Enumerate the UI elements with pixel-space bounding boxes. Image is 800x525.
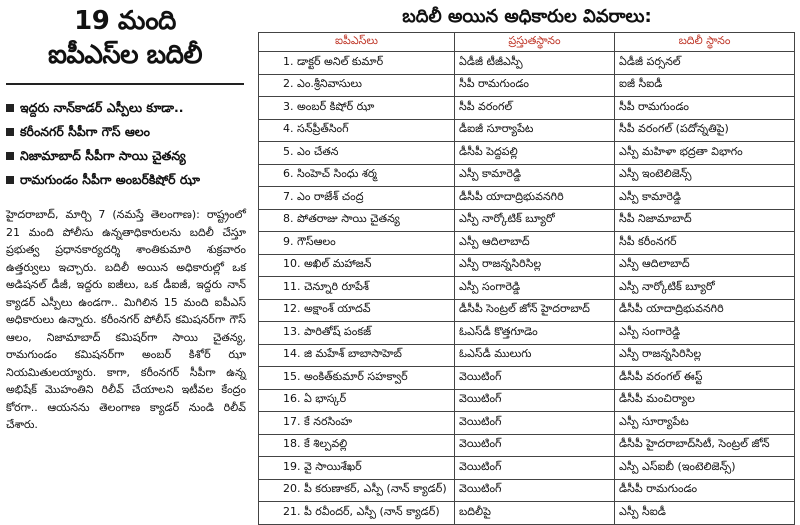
- highlight-item: కరీంనగర్ సీపీగా గౌస్ ఆలం: [4, 120, 248, 144]
- table-row: [259, 434, 795, 457]
- table-row: [259, 412, 795, 435]
- column-header-current-post: ప్రస్తుతస్థానం: [455, 33, 615, 52]
- new-post-cell: ఐజీ సీఐడీ: [615, 74, 795, 97]
- officer-name-cell: 15. అంకిత్‌కుమార్ సహక్వార్: [259, 367, 455, 390]
- new-post-cell: డీసీపీ యాదాద్రిభువనగిరి: [615, 299, 795, 322]
- current-post-cell: ఏడీజీ టీజీఎస్పీ: [455, 52, 615, 75]
- new-post-cell: సీపీ నిజామాబాద్: [615, 209, 795, 232]
- current-post-cell: బదిలీపై: [455, 502, 615, 525]
- headline-divider: [6, 83, 244, 85]
- headline-line-1: 19 మంది: [74, 6, 176, 36]
- table-row: [259, 164, 795, 187]
- officer-name-cell: 7. ఎం రాజేశ్ చంద్ర: [259, 187, 455, 210]
- officer-name-cell: 1. డాక్టర్ అనిల్ కుమార్: [259, 52, 455, 75]
- bullet-square-icon: [6, 152, 14, 160]
- new-post-cell: డీసీపీ వరంగల్ ఈస్ట్: [615, 367, 795, 390]
- current-post-cell: డీసీపీ యాదాద్రిభువనగిరి: [455, 187, 615, 210]
- current-post-cell: డీసీపీ సెంట్రల్ జోన్ హైదరాబాద్: [455, 299, 615, 322]
- new-post-cell: ఎస్పీ సంగారెడ్డి: [615, 322, 795, 345]
- table-row: [259, 502, 795, 525]
- current-post-cell: వెయిటింగ్: [455, 389, 615, 412]
- table-row: [259, 299, 795, 322]
- current-post-cell: ఓఎస్‌డీ కొత్తగూడెం: [455, 322, 615, 345]
- new-post-cell: డీసీపీ రామగుండం: [615, 479, 795, 502]
- table-title: బదిలీ అయిన అధికారుల వివరాలు:: [402, 6, 652, 27]
- table-row: [259, 277, 795, 300]
- bullet-square-icon: [6, 128, 14, 136]
- officer-name-cell: 16. ఏ భాస్కర్: [259, 389, 455, 412]
- officer-name-cell: 8. పోతరాజు సాయి చైతన్య: [259, 209, 455, 232]
- officer-name-cell: 6. సింహెచ్ సింధు శర్మ: [259, 164, 455, 187]
- table-row: [259, 457, 795, 480]
- current-post-cell: ఎస్పీ రాజన్నసిరిసిల్ల: [455, 254, 615, 277]
- table-row: [259, 209, 795, 232]
- table-row: [259, 119, 795, 142]
- current-post-cell: ఎస్పీ ఆదిలాబాద్: [455, 232, 615, 255]
- officer-name-cell: 19. వై సాయిశేఖర్: [259, 457, 455, 480]
- highlight-item: ఇద్దరు నాన్‌కాడర్ ఎస్పీలు కూడా..: [4, 96, 248, 120]
- officer-name-cell: 2. ఎం.శ్రీనివాసులు: [259, 74, 455, 97]
- officer-name-cell: 11. చెన్నూరి రూపేశ్: [259, 277, 455, 300]
- officer-name-cell: 18. కే శిల్పవల్లి: [259, 434, 455, 457]
- new-post-cell: సీపీ కరీంనగర్: [615, 232, 795, 255]
- new-post-cell: ఎస్పీ సూర్యాపేట: [615, 412, 795, 435]
- current-post-cell: వెయిటింగ్: [455, 457, 615, 480]
- table-row: [259, 322, 795, 345]
- officer-name-cell: 9. గౌస్‌ఆలం: [259, 232, 455, 255]
- current-post-cell: ఓఎస్‌డీ ములుగు: [455, 344, 615, 367]
- bullet-square-icon: [6, 104, 14, 112]
- current-post-cell: వెయిటింగ్: [455, 479, 615, 502]
- table-row: [259, 97, 795, 120]
- officer-name-cell: 17. కే నరసింహ: [259, 412, 455, 435]
- column-header-officers: ఐపీఎస్‌లు: [259, 33, 455, 52]
- article-column: [0, 0, 250, 512]
- transfer-table: [258, 32, 795, 525]
- column-header-new-post: బదిలీ స్థానం: [615, 33, 795, 52]
- officer-name-cell: 14. జి మహేశ్ బాబాసాహెబ్: [259, 344, 455, 367]
- current-post-cell: ఎస్పీ నార్కోటిక్ బ్యూరో: [455, 209, 615, 232]
- table-row: [259, 232, 795, 255]
- current-post-cell: వెయిటింగ్: [455, 412, 615, 435]
- table-row: [259, 254, 795, 277]
- officer-name-cell: 5. ఎం చేతన: [259, 142, 455, 165]
- new-post-cell: ఎస్పీ నార్కోటిక్ బ్యూరో: [615, 277, 795, 300]
- current-post-cell: డీసీపీ పెద్దపల్లి: [455, 142, 615, 165]
- new-post-cell: డీసీపీ మంచిర్యాల: [615, 389, 795, 412]
- current-post-cell: సీపీ రామగుండం: [455, 74, 615, 97]
- new-post-cell: ఎస్పీ ఎస్‌ఐబీ (ఇంటెలిజెన్స్): [615, 457, 795, 480]
- new-post-cell: ఎస్పీ మహిళా భద్రతా విభాగం: [615, 142, 795, 165]
- new-post-cell: ఎస్పీ ఇంటెలిజెన్స్: [615, 164, 795, 187]
- table-row: [259, 479, 795, 502]
- highlight-item: నిజామాబాద్ సీపీగా సాయి చైతన్య: [4, 144, 248, 168]
- transfer-details: [258, 0, 796, 518]
- new-post-cell: సీపీ రామగుండం: [615, 97, 795, 120]
- officer-name-cell: 4. సన్‌ప్రీత్‌సింగ్: [259, 119, 455, 142]
- bullet-square-icon: [6, 176, 14, 184]
- current-post-cell: ఎస్పీ సంగారెడ్డి: [455, 277, 615, 300]
- new-post-cell: ఎస్పీ రాజన్నసిరిసిల్ల: [615, 344, 795, 367]
- current-post-cell: సీపీ వరంగల్: [455, 97, 615, 120]
- table-row: [259, 389, 795, 412]
- new-post-cell: ఎస్పీ కామారెడ్డి: [615, 187, 795, 210]
- highlights-list: [4, 96, 248, 192]
- table-row: [259, 74, 795, 97]
- table-row: [259, 187, 795, 210]
- officer-name-cell: 10. అఖిల్ మహాజన్: [259, 254, 455, 277]
- highlight-item: రామగుండం సీపీగా అంబర్‌కిషోర్ ఝా: [4, 168, 248, 192]
- new-post-cell: ఏడీజీ పర్సనల్: [615, 52, 795, 75]
- table-row: [259, 344, 795, 367]
- officer-name-cell: 13. పారితోష్ పంకజ్: [259, 322, 455, 345]
- table-row: [259, 142, 795, 165]
- article-body: [6, 206, 246, 434]
- table-header-row: [259, 33, 795, 52]
- current-post-cell: ఎస్పీ కామారెడ్డి: [455, 164, 615, 187]
- officer-name-cell: 21. పీ రవీందర్, ఎస్పీ (నాన్ క్యాడర్): [259, 502, 455, 525]
- article-paragraph: హైదరాబాద్, మార్చి 7 (నమస్తే తెలంగాణ): రాష్ట్రంలో 21 మంది పోలీసు ఉన్నతాధికారులను బదిలీ చేస్తూ ప్రభుత్వ ప్రధానకార్యదర్శి శాంతికుమారి శుక్రవారం ఉత్తర్వులు ఇచ్చారు. బదిలీ అయిన అధికారుల్లో ఒక అడిషనల్ డీజీ, ఇద్దరు ఐజీలు, ఒక డీఐజీ, ఇద్దరు నాన్ క్యాడర్ ఎస్పీలు ఉండగా.. మిగిలిన 15 మంది ఐపీఎస్ అధికారులు ఉన్నారు. కరీంనగర్ పోలీస్ కమిషనర్‌గా గౌస్ ఆలం, నిజామాబాద్ కమిషర్‌గా సాయి చైతన్య, రామగుండం కమిషనర్‌గా అంబర్ కిశోర్ ఝా నియమితులయ్యారు. కాగా, కరీంనగర్ సీపీగా ఉన్న అభిషేక్ మొహంతిని రిలీవ్ చేయాలని ఇటీవల కేంద్రం కోరగా.. ఆయనను తెలంగాణ క్యాడర్ నుండి రిలీవ్ చేశారు.: [6, 208, 246, 431]
- table-row: [259, 367, 795, 390]
- headline-line-2: ఐపీఎస్‌ల బదిలీ: [47, 40, 203, 70]
- current-post-cell: వెయిటింగ్: [455, 434, 615, 457]
- new-post-cell: ఎస్పీ సీఐడీ: [615, 502, 795, 525]
- officer-name-cell: 12. అక్షాంశ్ యాదవ్: [259, 299, 455, 322]
- new-post-cell: ఎస్పీ ఆదిలాబాద్: [615, 254, 795, 277]
- officer-name-cell: 20. పీ కరుణాకర్, ఎస్పీ (నాన్ క్యాడర్): [259, 479, 455, 502]
- current-post-cell: డీఐజీ సూర్యాపేట: [455, 119, 615, 142]
- new-post-cell: సీపీ వరంగల్ (పదోన్నతిపై): [615, 119, 795, 142]
- officer-name-cell: 3. అంబర్ కిషోర్ ఝా: [259, 97, 455, 120]
- current-post-cell: వెయిటింగ్: [455, 367, 615, 390]
- table-row: [259, 52, 795, 75]
- new-post-cell: డీసీపీ హైదరాబాద్‌సిటీ, సెంట్రల్ జోన్: [615, 434, 795, 457]
